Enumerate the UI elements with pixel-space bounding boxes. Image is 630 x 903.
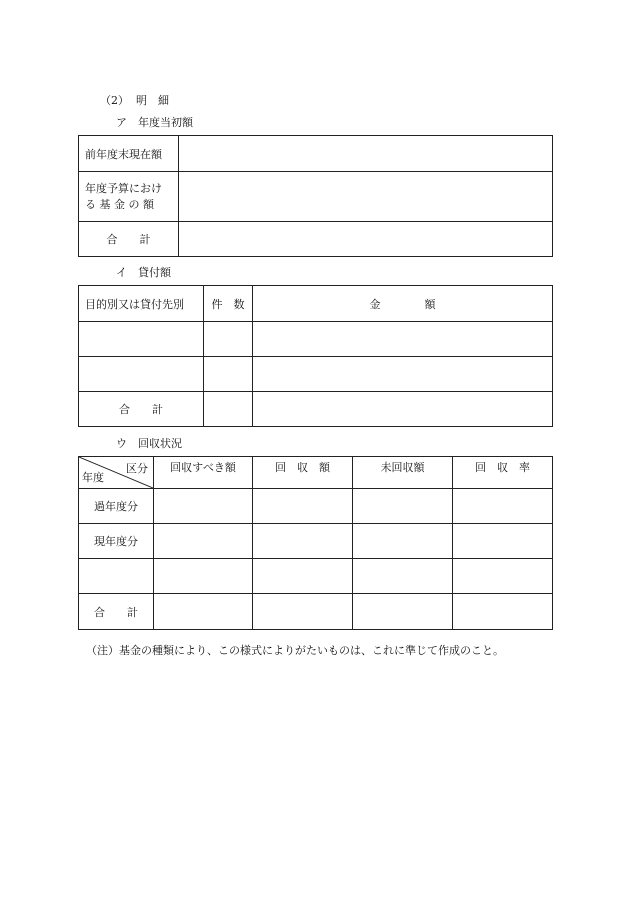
cell — [453, 559, 553, 594]
cell — [154, 559, 253, 594]
cell — [79, 357, 204, 392]
cell — [253, 357, 553, 392]
row-label-past-years: 過年度分 — [79, 489, 154, 524]
cell — [253, 524, 353, 559]
table-row — [79, 392, 553, 427]
column-header-purpose: 目的別又は貸付先別 — [79, 286, 204, 322]
section-c-heading: ウ 回収状況 — [116, 437, 182, 450]
cell — [353, 524, 453, 559]
cell — [353, 594, 453, 630]
cell — [253, 392, 553, 427]
cell — [453, 489, 553, 524]
loan-amount-table — [78, 285, 553, 427]
row-label-total: 合 計 — [79, 392, 204, 427]
row-label-total: 合 計 — [79, 222, 179, 257]
cell — [204, 357, 253, 392]
row-label-total: 合 計 — [79, 594, 154, 630]
cell — [353, 559, 453, 594]
column-header-uncollected: 未回収額 — [353, 457, 453, 489]
row-label-blank — [79, 559, 154, 594]
column-header-collected: 回 収 額 — [253, 457, 353, 489]
budget-fund-value — [179, 172, 553, 222]
table-row — [79, 222, 553, 257]
column-header-amount: 金 額 — [253, 286, 553, 322]
section-a-heading: ア 年度当初額 — [116, 116, 193, 129]
corner-header-cell — [79, 457, 154, 489]
label-line-2: る 基 金 の 額 — [85, 197, 154, 211]
table-row — [79, 136, 553, 172]
cell — [253, 322, 553, 357]
corner-label-year: 年度 — [82, 471, 104, 484]
cell — [353, 489, 453, 524]
table-header-row — [79, 286, 553, 322]
total-value — [179, 222, 553, 257]
prev-year-balance-value — [179, 136, 553, 172]
section-title: 明 細 — [136, 94, 169, 107]
table-header-row — [79, 457, 553, 489]
cell — [453, 524, 553, 559]
table-row — [79, 172, 553, 222]
initial-amount-table — [78, 135, 553, 257]
cell — [79, 322, 204, 357]
cell — [154, 594, 253, 630]
column-header-amount-due: 回収すべき額 — [154, 457, 253, 489]
table-row — [79, 559, 553, 594]
row-label-budget-fund — [79, 172, 179, 222]
corner-label-category: 区分 — [126, 462, 148, 475]
collection-status-table — [78, 456, 553, 630]
cell — [253, 594, 353, 630]
row-label-prev-year-balance: 前年度末現在額 — [79, 136, 179, 172]
column-header-collection-rate: 回 収 率 — [453, 457, 553, 489]
cell — [253, 489, 353, 524]
column-header-count: 件 数 — [204, 286, 253, 322]
section-number: （2） — [100, 94, 129, 107]
table-row — [79, 594, 553, 630]
cell — [204, 392, 253, 427]
label-line-1: 年度予算におけ — [85, 181, 162, 195]
table-row — [79, 357, 553, 392]
row-label-current-year: 現年度分 — [79, 524, 154, 559]
cell — [204, 322, 253, 357]
cell — [453, 594, 553, 630]
footnote: （注）基金の種類により、この様式によりがたいものは、これに準じて作成のこと。 — [86, 644, 504, 657]
cell — [253, 559, 353, 594]
table-row — [79, 489, 553, 524]
section-b-heading: イ 貸付額 — [116, 266, 171, 279]
cell — [154, 489, 253, 524]
table-row — [79, 322, 553, 357]
table-row — [79, 524, 553, 559]
cell — [154, 524, 253, 559]
